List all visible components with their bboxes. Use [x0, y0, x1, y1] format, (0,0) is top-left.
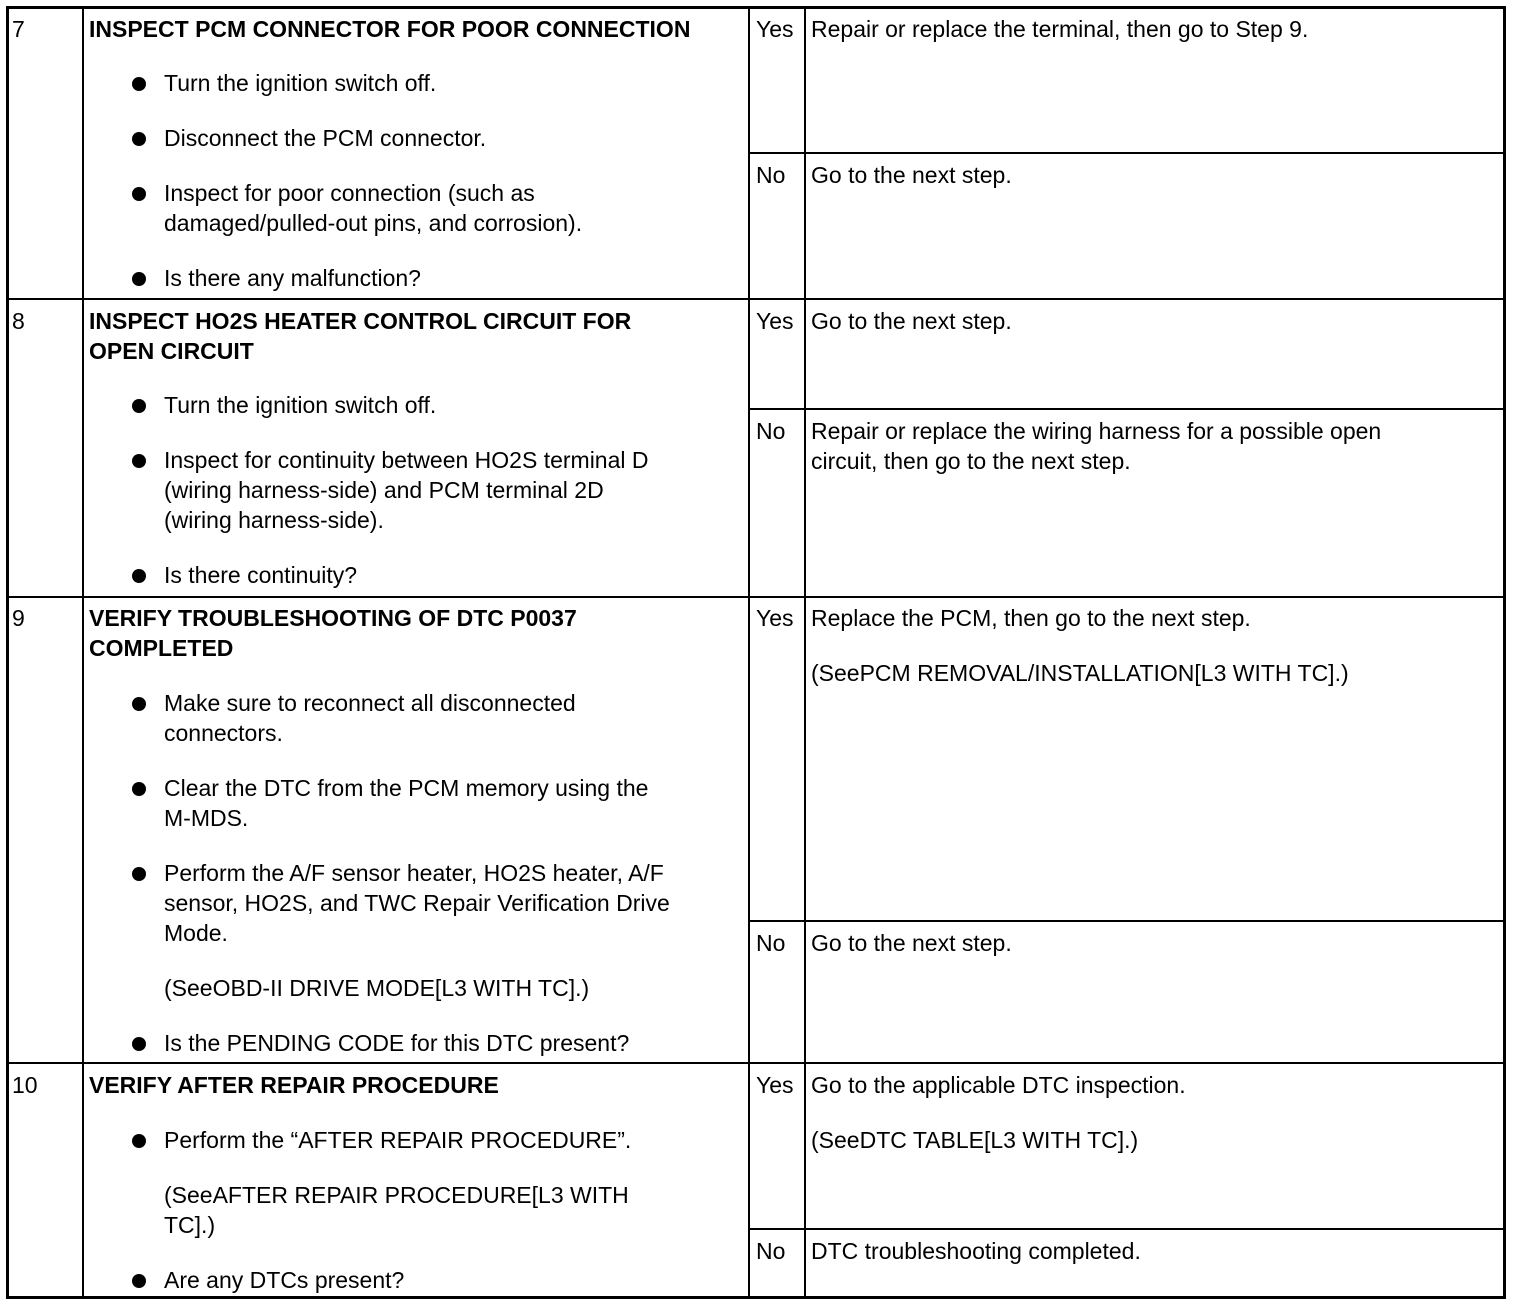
bullet-icon	[132, 132, 146, 146]
no-label: No	[756, 930, 786, 956]
bullet-icon	[132, 399, 146, 413]
yes-label: Yes	[756, 1072, 794, 1098]
bullet-icon	[132, 77, 146, 91]
bullet-text: Make sure to reconnect all disconnected	[164, 690, 576, 716]
no-action: Go to the next step.	[811, 930, 1012, 956]
row-divider	[6, 1062, 1506, 1064]
no-action: Repair or replace the wiring harness for a possible open	[811, 418, 1382, 444]
bullet-text: Are any DTCs present?	[164, 1267, 405, 1293]
bullet-icon	[132, 1037, 146, 1051]
bullet-icon	[132, 697, 146, 711]
bullet-text: Is the PENDING CODE for this DTC present?	[164, 1030, 630, 1056]
yes-action: (SeeDTC TABLE[L3 WITH TC].)	[811, 1127, 1139, 1153]
bullet-text: Is there any malfunction?	[164, 265, 421, 291]
row-divider	[6, 298, 1506, 300]
column-divider	[82, 6, 84, 1299]
bullet-icon	[132, 867, 146, 881]
bullet-text: Inspect for poor connection (such as	[164, 180, 535, 206]
bullet-icon	[132, 1134, 146, 1148]
step-heading: VERIFY TROUBLESHOOTING OF DTC P0037	[89, 605, 577, 631]
yes-label: Yes	[756, 308, 794, 334]
bullet-text: Turn the ignition switch off.	[164, 70, 437, 96]
no-label: No	[756, 418, 786, 444]
yes-no-divider	[748, 408, 1506, 410]
step-heading: INSPECT PCM CONNECTOR FOR POOR CONNECTION	[89, 16, 691, 42]
step-number: 10	[12, 1072, 38, 1098]
step-heading: OPEN CIRCUIT	[89, 338, 254, 364]
bullet-text: Turn the ignition switch off.	[164, 392, 437, 418]
bullet-icon	[132, 454, 146, 468]
bullet-icon	[132, 1274, 146, 1288]
yes-label: Yes	[756, 605, 794, 631]
yes-action: Replace the PCM, then go to the next step.	[811, 605, 1251, 631]
yes-label: Yes	[756, 16, 794, 42]
bullet-text: Perform the A/F sensor heater, HO2S heater, A/F	[164, 860, 664, 886]
yes-action: (SeePCM REMOVAL/INSTALLATION[L3 WITH TC].)	[811, 660, 1349, 686]
step-number: 7	[12, 16, 25, 42]
bullet-text: Mode.	[164, 920, 228, 946]
yes-action: Go to the next step.	[811, 308, 1012, 334]
bullet-text: sensor, HO2S, and TWC Repair Verification Drive	[164, 890, 670, 916]
bullet-icon	[132, 782, 146, 796]
step-number: 9	[12, 605, 25, 631]
bullet-icon	[132, 187, 146, 201]
bullet-text: Is there continuity?	[164, 562, 358, 588]
bullet-text: Clear the DTC from the PCM memory using the	[164, 775, 649, 801]
yes-no-divider	[748, 920, 1506, 922]
yes-no-divider	[748, 152, 1506, 154]
step-number: 8	[12, 308, 25, 334]
no-action: circuit, then go to the next step.	[811, 448, 1131, 474]
bullet-text: Inspect for continuity between HO2S terminal D	[164, 447, 649, 473]
bullet-text: Disconnect the PCM connector.	[164, 125, 487, 151]
reference-text: TC].)	[164, 1212, 216, 1238]
bullet-text: Perform the “AFTER REPAIR PROCEDURE”.	[164, 1127, 632, 1153]
column-divider	[748, 6, 750, 1299]
bullet-icon	[132, 569, 146, 583]
yes-action: Repair or replace the terminal, then go to Step 9.	[811, 16, 1309, 42]
column-divider	[804, 6, 806, 1299]
no-action: DTC troubleshooting completed.	[811, 1238, 1141, 1264]
row-divider	[6, 596, 1506, 598]
yes-action: Go to the applicable DTC inspection.	[811, 1072, 1186, 1098]
step-heading: COMPLETED	[89, 635, 234, 661]
step-heading: INSPECT HO2S HEATER CONTROL CIRCUIT FOR	[89, 308, 632, 334]
bullet-text: (wiring harness-side) and PCM terminal 2D	[164, 477, 604, 503]
bullet-text: connectors.	[164, 720, 283, 746]
no-label: No	[756, 162, 786, 188]
bullet-text: (wiring harness-side).	[164, 507, 384, 533]
no-label: No	[756, 1238, 786, 1264]
reference-text: (SeeAFTER REPAIR PROCEDURE[L3 WITH	[164, 1182, 629, 1208]
no-action: Go to the next step.	[811, 162, 1012, 188]
bullet-icon	[132, 272, 146, 286]
yes-no-divider	[748, 1228, 1506, 1230]
bullet-text: damaged/pulled-out pins, and corrosion).	[164, 210, 583, 236]
bullet-text: M-MDS.	[164, 805, 249, 831]
step-heading: VERIFY AFTER REPAIR PROCEDURE	[89, 1072, 499, 1098]
reference-text: (SeeOBD-II DRIVE MODE[L3 WITH TC].)	[164, 975, 590, 1001]
